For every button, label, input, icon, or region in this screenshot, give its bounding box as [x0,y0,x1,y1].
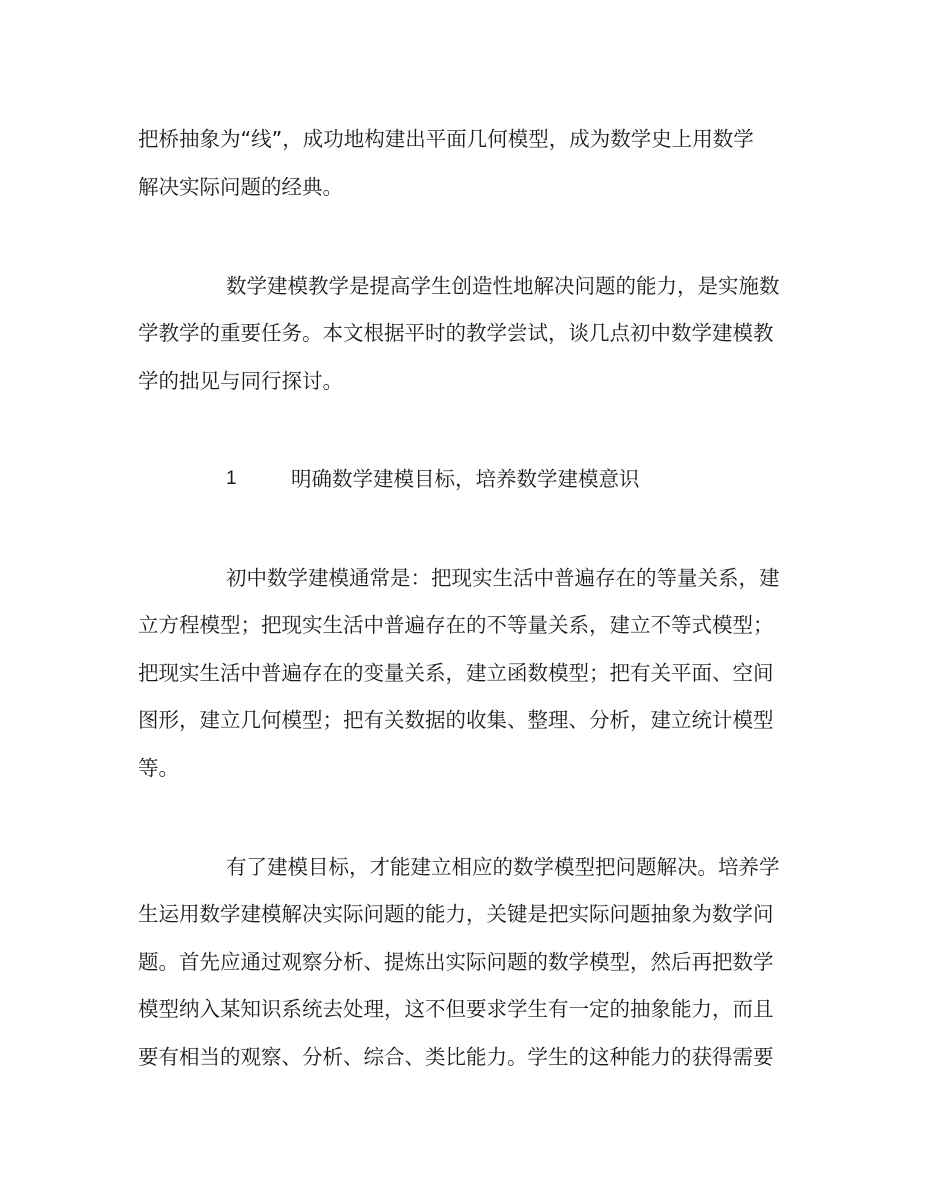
paragraph-line: 题。首先应通过观察分析、提炼出实际问题的数学模型，然后再把数学 [138,950,774,974]
paragraph-line: 解决实际问题的经典。 [138,175,343,199]
paragraph-line: 等。 [138,756,179,780]
paragraph-line: 图形，建立几何模型；把有关数据的收集、整理、分析，建立统计模型 [138,708,774,732]
paragraph-line: 学教学的重要任务。本文根据平时的教学尝试，谈几点初中数学建模教 [138,321,774,345]
paragraph-line: 把现实生活中普遍存在的变量关系，建立函数模型；把有关平面、空间 [138,661,774,685]
paragraph-line: 要有相当的观察、分析、综合、类比能力。学生的这种能力的获得需要 [138,1045,774,1069]
section-title: 明确数学建模目标，培养数学建模意识 [291,467,640,491]
paragraph-line: 学的拙见与同行探讨。 [138,369,343,393]
paragraph-line: 把桥抽象为“线”，成功地构建出平面几何模型，成为数学史上用数学 [138,127,754,151]
paragraph-line: 立方程模型；把现实生活中普遍存在的不等量关系，建立不等式模型； [138,613,774,637]
paragraph-line: 模型纳入某知识系统去处理，这不但要求学生有一定的抽象能力，而且 [138,997,774,1021]
paragraph-line: 有了建模目标，才能建立相应的数学模型把问题解决。培养学 [226,855,780,879]
paragraph-line: 生运用数学建模解决实际问题的能力，关键是把实际问题抽象为数学问 [138,902,774,926]
paragraph-line: 数学建模教学是提高学生创造性地解决问题的能力，是实施数 [226,274,780,298]
section-number: 1 [226,468,237,489]
paragraph-line: 初中数学建模通常是：把现实生活中普遍存在的等量关系，建 [226,566,780,590]
